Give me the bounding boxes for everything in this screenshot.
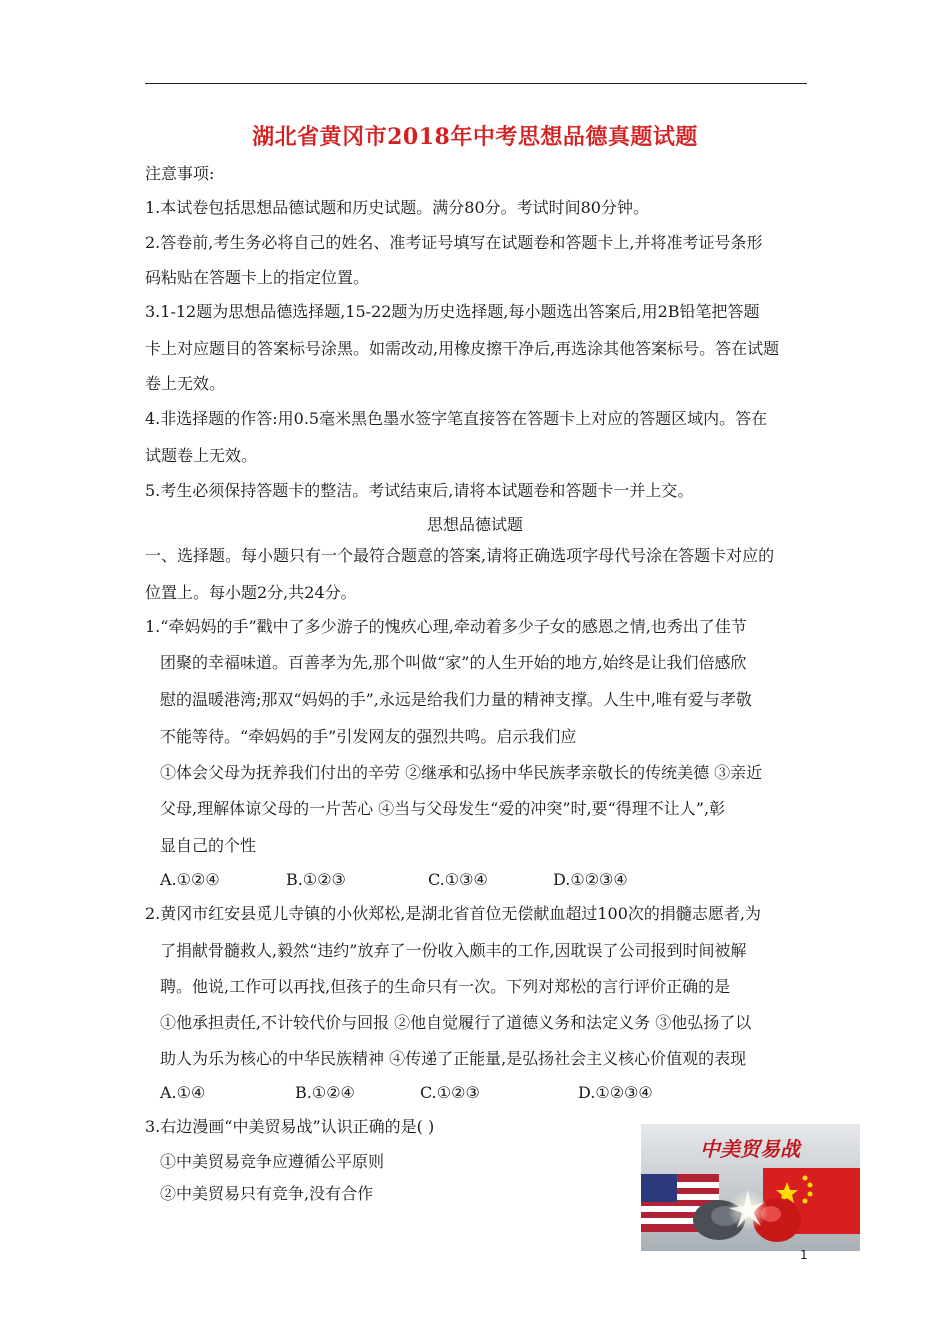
- page-number: 1: [800, 1248, 808, 1262]
- option-b: B.①②③: [286, 870, 346, 889]
- china-flag-glove: [753, 1168, 860, 1242]
- part-heading: 位置上。每小题2分,共24分。: [145, 583, 357, 602]
- question-1-line: 团聚的幸福味道。百善孝为先,那个叫做“家”的人生开始的地方,始终是让我们倍感欣: [160, 653, 747, 672]
- option-a: A.①②④: [160, 870, 220, 889]
- question-1-line: 显自己的个性: [160, 836, 257, 855]
- top-rule: [145, 83, 807, 84]
- notice-line: 3.1-12题为思想品德选择题,15-22题为历史选择题,每小题选出答案后,用2B铅笔把答题: [145, 302, 760, 321]
- notice-line: 2.答卷前,考生务必将自己的姓名、准考证号填写在试题卷和答题卡上,并将准考证号条形: [145, 233, 763, 252]
- notice-heading: 注意事项:: [145, 164, 215, 183]
- question-1-line: 慰的温暖港湾;那双“妈妈的手”,永远是给我们力量的精神支撑。人生中,唯有爱与孝敬: [160, 690, 752, 709]
- question-2-line: 了捐献骨髓救人,毅然“违约”放弃了一份收入颇丰的工作,因耽误了公司报到时间被解: [160, 941, 747, 960]
- option-b: B.①②④: [295, 1083, 355, 1102]
- question-1-line: ①体会父母为抚养我们付出的辛劳 ②继承和弘扬中华民族孝亲敬长的传统美德 ③亲近: [160, 763, 763, 782]
- question-3-line: ②中美贸易只有竞争,没有合作: [160, 1184, 374, 1203]
- question-2-options: [160, 1083, 680, 1103]
- section-title: 思想品德试题: [426, 515, 523, 534]
- question-1-line: 父母,理解体谅父母的一片苦心 ④当与父母发生“爱的冲突”时,要“得理不让人”,彰: [160, 799, 726, 818]
- question-3-line: ①中美贸易竞争应遵循公平原则: [160, 1152, 385, 1171]
- question-3-line: 3.右边漫画“中美贸易战”认识正确的是( ): [145, 1117, 435, 1136]
- option-d: D.①②③④: [553, 870, 628, 889]
- notice-line: 5.考生必须保持答题卡的整洁。考试结束后,请将本试题卷和答题卡一并上交。: [145, 481, 694, 500]
- document-title: 湖北省黄冈市2018年中考思想品德真题试题: [252, 124, 698, 150]
- notice-line: 4.非选择题的作答:用0.5毫米黑色墨水签字笔直接答在答题卡上对应的答题区域内。答在: [145, 409, 768, 428]
- trade-war-cartoon: [641, 1124, 860, 1251]
- notice-line: 试题卷上无效。: [145, 446, 258, 465]
- notice-line: 卷上无效。: [145, 374, 226, 393]
- cartoon-image: [641, 1124, 860, 1251]
- question-1-line: 1.“牵妈妈的手”戳中了多少游子的愧疚心理,牵动着多少子女的感恩之情,也秀出了佳节: [145, 617, 747, 636]
- question-2-line: 助人为乐为核心的中华民族精神 ④传递了正能量,是弘扬社会主义核心价值观的表现: [160, 1049, 747, 1068]
- option-a: A.①④: [160, 1083, 206, 1102]
- option-d: D.①②③④: [578, 1083, 653, 1102]
- option-c: C.①③④: [428, 870, 488, 889]
- question-2-line: ①他承担责任,不计较代价与回报 ②他自觉履行了道德义务和法定义务 ③他弘扬了以: [160, 1013, 752, 1032]
- notice-line: 1.本试卷包括思想品德试题和历史试题。满分80分。考试时间80分钟。: [145, 198, 649, 217]
- question-2-line: 聘。他说,工作可以再找,但孩子的生命只有一次。下列对郑松的言行评价正确的是: [160, 977, 731, 996]
- question-1-options: [160, 870, 680, 890]
- question-1-line: 不能等待。“牵妈妈的手”引发网友的强烈共鸣。启示我们应: [160, 727, 577, 746]
- notice-line: 卡上对应题目的答案标号涂黑。如需改动,用橡皮擦干净后,再选涂其他答案标号。答在试题: [145, 339, 780, 358]
- cartoon-caption: 中美贸易战: [700, 1137, 800, 1161]
- notice-line: 码粘贴在答题卡上的指定位置。: [145, 268, 370, 287]
- part-heading: 一、选择题。每小题只有一个最符合题意的答案,请将正确选项字母代号涂在答题卡对应的: [145, 546, 775, 565]
- question-2-line: 2.黄冈市红安县觅儿寺镇的小伙郑松,是湖北省首位无偿献血超过100次的捐髓志愿者,为: [145, 904, 761, 923]
- option-c: C.①②③: [420, 1083, 480, 1102]
